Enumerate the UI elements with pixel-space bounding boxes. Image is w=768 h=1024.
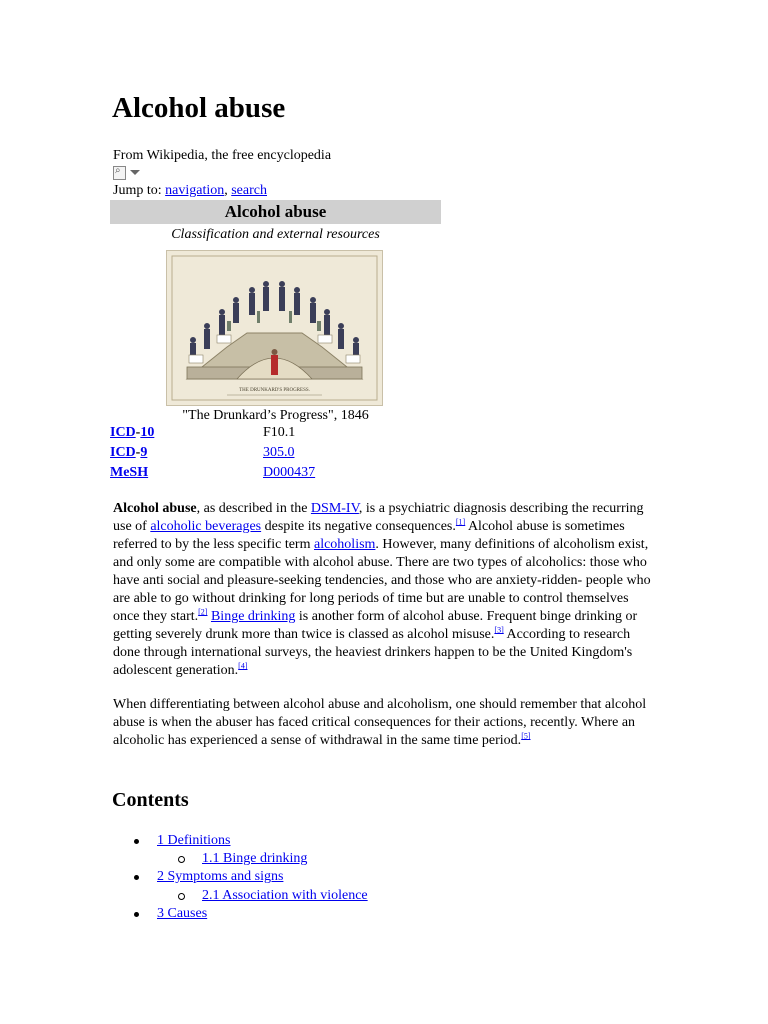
jump-navigation-link[interactable]: navigation	[165, 183, 225, 198]
toc-link-violence[interactable]: 2.1 Association with violence	[202, 887, 368, 903]
mesh-link[interactable]: MeSH	[110, 465, 149, 480]
text: despite its negative consequences.	[261, 519, 456, 534]
alcoholic-beverages-link[interactable]: alcoholic beverages	[150, 519, 262, 534]
infobox-caption: "The Drunkard’s Progress", 1846	[182, 408, 369, 423]
magnify-icon: ⌕	[113, 166, 126, 180]
binge-drinking-link[interactable]: Binge drinking	[210, 609, 296, 624]
contents-heading: Contents	[112, 789, 189, 811]
bullet-icon	[134, 839, 139, 844]
table-of-contents	[113, 832, 513, 923]
icd-link[interactable]: ICD	[110, 445, 136, 460]
text: . However, many definitions of alcoholism exist, and only some are compatible with alcohol abuse. There are two types of alcoholics: those who have anti social and pleasure-seeking tendencies, and those who are anxiety-ridden- people who are able to go without drinking for long periods of time but are unable to control themselves once they start.	[113, 537, 651, 624]
jump-label: Jump to:	[113, 183, 166, 198]
infobox-subtitle: Classification and external resources	[171, 227, 380, 242]
intro-paragraph	[113, 500, 655, 680]
text: According to research done through international surveys, the heaviest drinkers happen to be the United Kingdom's adolescent generation.	[113, 627, 633, 678]
bullet-icon	[134, 912, 139, 917]
toc-item	[113, 905, 513, 923]
toc-item	[113, 887, 513, 905]
circle-bullet-icon	[178, 856, 185, 863]
infobox-key: ICD-10	[110, 425, 155, 440]
infobox	[110, 200, 441, 484]
page-title: Alcohol abuse	[112, 92, 286, 124]
magnify-toggle[interactable]	[113, 166, 143, 180]
infobox-key: ICD-9	[110, 445, 148, 460]
text: Alcohol abuse is sometimes referred to by the less specific term	[113, 519, 625, 552]
text: , is a psychiatric diagnosis describing the recurring use of	[113, 501, 644, 534]
citation-1[interactable]: [1]	[455, 517, 466, 527]
tagline: From Wikipedia, the free encyclopedia	[113, 148, 332, 163]
infobox-row-icd10	[110, 424, 441, 444]
jump-links	[113, 183, 267, 199]
infobox-image[interactable]	[166, 250, 383, 406]
mesh-code-link[interactable]: D000437	[263, 465, 316, 480]
jump-separator: ,	[224, 183, 232, 198]
infobox-value: F10.1	[263, 425, 296, 440]
infobox-key	[110, 465, 148, 481]
bullet-icon	[134, 875, 139, 880]
icd-9-code-link[interactable]: 305.0	[263, 445, 295, 460]
infobox-title: Alcohol abuse	[110, 200, 441, 224]
image-engraved-title: THE DRUNKARD'S PROGRESS.	[239, 388, 310, 393]
icd-9-link[interactable]: 9	[140, 445, 148, 460]
text: is another form of alcohol abuse. Frequent binge drinking or getting severely drunk more than twice is classed as alcohol misuse.	[113, 609, 638, 642]
toc-link-symptoms[interactable]: 2 Symptoms and signs	[157, 869, 284, 885]
infobox-row-icd9	[110, 444, 441, 464]
toc-item	[113, 850, 513, 868]
text: When differentiating between alcohol abuse and alcoholism, one should remember that alcohol abuse is when the abuser has faced critical consequences for their actions, recently. Where an alcoholic has experienced a sense of withdrawal in the same time period.	[113, 697, 647, 748]
dsm-iv-link[interactable]: DSM-IV	[310, 501, 359, 516]
icd-10-link[interactable]: 10	[140, 425, 155, 440]
chevron-down-icon	[130, 170, 140, 175]
text: , as described in the	[196, 501, 311, 516]
citation-5[interactable]: [5]	[521, 731, 531, 741]
citation-2[interactable]: [2]	[198, 607, 208, 617]
citation-4[interactable]: [4]	[238, 661, 248, 671]
toc-item	[113, 832, 513, 850]
infobox-row-mesh	[110, 464, 441, 484]
toc-link-definitions[interactable]: 1 Definitions	[157, 833, 231, 848]
bold-term: Alcohol abuse	[113, 501, 197, 516]
icd-link[interactable]: ICD	[110, 425, 136, 440]
toc-link-binge-drinking[interactable]: 1.1 Binge drinking	[202, 851, 308, 867]
drunkards-progress-illustration	[167, 251, 382, 405]
toc-link-causes[interactable]: 3 Causes	[157, 905, 208, 921]
circle-bullet-icon	[178, 893, 185, 900]
alcoholism-link[interactable]: alcoholism	[313, 537, 376, 552]
citation-3[interactable]: [3]	[494, 625, 504, 635]
toc-item	[113, 868, 513, 886]
second-paragraph	[113, 696, 655, 750]
jump-search-link[interactable]: search	[231, 183, 267, 198]
